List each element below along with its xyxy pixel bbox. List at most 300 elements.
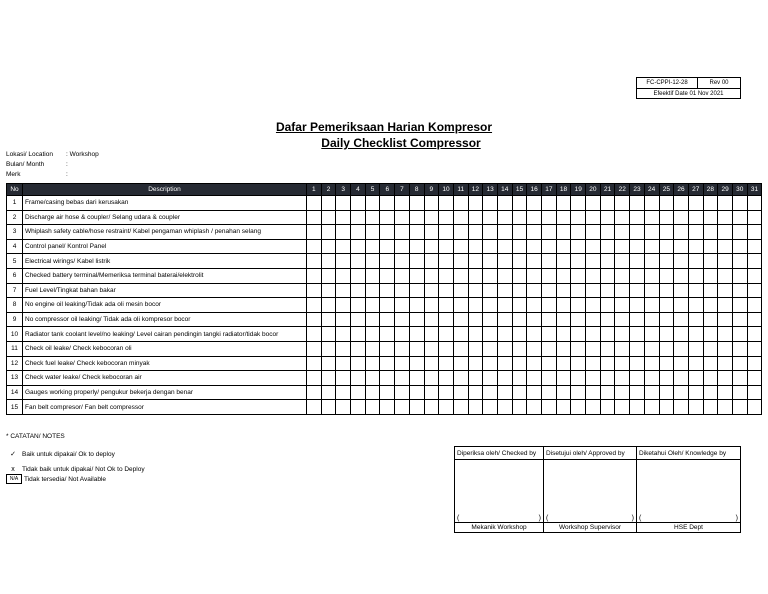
day-check-cell[interactable] xyxy=(439,239,454,254)
day-check-cell[interactable] xyxy=(395,356,410,371)
day-check-cell[interactable] xyxy=(307,356,322,371)
day-check-cell[interactable] xyxy=(453,239,468,254)
day-check-cell[interactable] xyxy=(542,400,557,415)
day-check-cell[interactable] xyxy=(307,371,322,386)
day-check-cell[interactable] xyxy=(542,283,557,298)
day-check-cell[interactable] xyxy=(483,341,498,356)
day-check-cell[interactable] xyxy=(336,210,351,225)
day-check-cell[interactable] xyxy=(395,298,410,313)
day-check-cell[interactable] xyxy=(468,385,483,400)
day-check-cell[interactable] xyxy=(688,298,703,313)
day-check-cell[interactable] xyxy=(321,327,336,342)
day-check-cell[interactable] xyxy=(409,327,424,342)
day-check-cell[interactable] xyxy=(571,298,586,313)
day-check-cell[interactable] xyxy=(586,254,601,269)
day-check-cell[interactable] xyxy=(747,239,762,254)
day-check-cell[interactable] xyxy=(380,385,395,400)
day-check-cell[interactable] xyxy=(453,254,468,269)
day-check-cell[interactable] xyxy=(497,341,512,356)
day-check-cell[interactable] xyxy=(718,400,733,415)
day-check-cell[interactable] xyxy=(732,298,747,313)
day-check-cell[interactable] xyxy=(615,312,630,327)
day-check-cell[interactable] xyxy=(453,225,468,240)
day-check-cell[interactable] xyxy=(615,356,630,371)
day-check-cell[interactable] xyxy=(307,385,322,400)
day-check-cell[interactable] xyxy=(409,356,424,371)
day-check-cell[interactable] xyxy=(336,341,351,356)
day-check-cell[interactable] xyxy=(424,400,439,415)
day-check-cell[interactable] xyxy=(351,254,366,269)
day-check-cell[interactable] xyxy=(351,327,366,342)
day-check-cell[interactable] xyxy=(703,298,718,313)
day-check-cell[interactable] xyxy=(718,196,733,211)
day-check-cell[interactable] xyxy=(688,400,703,415)
day-check-cell[interactable] xyxy=(732,210,747,225)
day-check-cell[interactable] xyxy=(321,341,336,356)
day-check-cell[interactable] xyxy=(380,400,395,415)
day-check-cell[interactable] xyxy=(424,210,439,225)
day-check-cell[interactable] xyxy=(630,312,645,327)
day-check-cell[interactable] xyxy=(586,371,601,386)
day-check-cell[interactable] xyxy=(586,210,601,225)
day-check-cell[interactable] xyxy=(483,268,498,283)
day-check-cell[interactable] xyxy=(453,283,468,298)
day-check-cell[interactable] xyxy=(527,385,542,400)
day-check-cell[interactable] xyxy=(659,298,674,313)
day-check-cell[interactable] xyxy=(453,356,468,371)
signature-box-approved[interactable] xyxy=(544,460,637,523)
day-check-cell[interactable] xyxy=(615,239,630,254)
day-check-cell[interactable] xyxy=(630,283,645,298)
day-check-cell[interactable] xyxy=(586,225,601,240)
day-check-cell[interactable] xyxy=(527,210,542,225)
day-check-cell[interactable] xyxy=(497,239,512,254)
day-check-cell[interactable] xyxy=(600,254,615,269)
day-check-cell[interactable] xyxy=(453,268,468,283)
day-check-cell[interactable] xyxy=(674,327,689,342)
day-check-cell[interactable] xyxy=(600,283,615,298)
day-check-cell[interactable] xyxy=(468,196,483,211)
day-check-cell[interactable] xyxy=(409,341,424,356)
day-check-cell[interactable] xyxy=(336,356,351,371)
day-check-cell[interactable] xyxy=(542,239,557,254)
day-check-cell[interactable] xyxy=(600,385,615,400)
day-check-cell[interactable] xyxy=(424,268,439,283)
day-check-cell[interactable] xyxy=(747,254,762,269)
day-check-cell[interactable] xyxy=(556,254,571,269)
day-check-cell[interactable] xyxy=(674,225,689,240)
day-check-cell[interactable] xyxy=(703,385,718,400)
day-check-cell[interactable] xyxy=(527,196,542,211)
day-check-cell[interactable] xyxy=(600,196,615,211)
day-check-cell[interactable] xyxy=(497,327,512,342)
day-check-cell[interactable] xyxy=(365,225,380,240)
day-check-cell[interactable] xyxy=(571,371,586,386)
day-check-cell[interactable] xyxy=(747,268,762,283)
day-check-cell[interactable] xyxy=(542,254,557,269)
day-check-cell[interactable] xyxy=(586,312,601,327)
day-check-cell[interactable] xyxy=(380,327,395,342)
day-check-cell[interactable] xyxy=(336,327,351,342)
day-check-cell[interactable] xyxy=(600,400,615,415)
day-check-cell[interactable] xyxy=(747,210,762,225)
day-check-cell[interactable] xyxy=(351,356,366,371)
day-check-cell[interactable] xyxy=(497,400,512,415)
day-check-cell[interactable] xyxy=(556,341,571,356)
day-check-cell[interactable] xyxy=(747,356,762,371)
day-check-cell[interactable] xyxy=(586,239,601,254)
day-check-cell[interactable] xyxy=(365,196,380,211)
day-check-cell[interactable] xyxy=(586,283,601,298)
day-check-cell[interactable] xyxy=(542,341,557,356)
day-check-cell[interactable] xyxy=(439,225,454,240)
day-check-cell[interactable] xyxy=(351,268,366,283)
day-check-cell[interactable] xyxy=(424,341,439,356)
day-check-cell[interactable] xyxy=(453,400,468,415)
day-check-cell[interactable] xyxy=(688,254,703,269)
day-check-cell[interactable] xyxy=(365,268,380,283)
day-check-cell[interactable] xyxy=(439,268,454,283)
day-check-cell[interactable] xyxy=(703,196,718,211)
day-check-cell[interactable] xyxy=(321,312,336,327)
day-check-cell[interactable] xyxy=(732,196,747,211)
day-check-cell[interactable] xyxy=(365,210,380,225)
day-check-cell[interactable] xyxy=(409,312,424,327)
day-check-cell[interactable] xyxy=(468,371,483,386)
day-check-cell[interactable] xyxy=(336,268,351,283)
day-check-cell[interactable] xyxy=(336,298,351,313)
day-check-cell[interactable] xyxy=(512,400,527,415)
day-check-cell[interactable] xyxy=(630,196,645,211)
day-check-cell[interactable] xyxy=(321,196,336,211)
day-check-cell[interactable] xyxy=(351,196,366,211)
day-check-cell[interactable] xyxy=(351,225,366,240)
day-check-cell[interactable] xyxy=(409,268,424,283)
day-check-cell[interactable] xyxy=(453,298,468,313)
day-check-cell[interactable] xyxy=(365,327,380,342)
day-check-cell[interactable] xyxy=(497,225,512,240)
day-check-cell[interactable] xyxy=(703,327,718,342)
day-check-cell[interactable] xyxy=(732,327,747,342)
day-check-cell[interactable] xyxy=(586,385,601,400)
day-check-cell[interactable] xyxy=(615,210,630,225)
day-check-cell[interactable] xyxy=(747,298,762,313)
day-check-cell[interactable] xyxy=(468,254,483,269)
day-check-cell[interactable] xyxy=(630,210,645,225)
day-check-cell[interactable] xyxy=(571,268,586,283)
day-check-cell[interactable] xyxy=(718,225,733,240)
day-check-cell[interactable] xyxy=(542,196,557,211)
day-check-cell[interactable] xyxy=(644,385,659,400)
day-check-cell[interactable] xyxy=(512,341,527,356)
day-check-cell[interactable] xyxy=(468,356,483,371)
day-check-cell[interactable] xyxy=(483,196,498,211)
day-check-cell[interactable] xyxy=(395,196,410,211)
day-check-cell[interactable] xyxy=(527,225,542,240)
day-check-cell[interactable] xyxy=(453,312,468,327)
day-check-cell[interactable] xyxy=(600,341,615,356)
day-check-cell[interactable] xyxy=(542,268,557,283)
day-check-cell[interactable] xyxy=(483,312,498,327)
day-check-cell[interactable] xyxy=(644,312,659,327)
day-check-cell[interactable] xyxy=(307,400,322,415)
day-check-cell[interactable] xyxy=(483,400,498,415)
day-check-cell[interactable] xyxy=(542,225,557,240)
day-check-cell[interactable] xyxy=(718,341,733,356)
day-check-cell[interactable] xyxy=(483,283,498,298)
day-check-cell[interactable] xyxy=(615,283,630,298)
day-check-cell[interactable] xyxy=(600,312,615,327)
day-check-cell[interactable] xyxy=(468,341,483,356)
day-check-cell[interactable] xyxy=(512,385,527,400)
day-check-cell[interactable] xyxy=(556,196,571,211)
day-check-cell[interactable] xyxy=(497,371,512,386)
day-check-cell[interactable] xyxy=(395,210,410,225)
day-check-cell[interactable] xyxy=(395,254,410,269)
day-check-cell[interactable] xyxy=(307,254,322,269)
day-check-cell[interactable] xyxy=(542,298,557,313)
day-check-cell[interactable] xyxy=(307,210,322,225)
day-check-cell[interactable] xyxy=(395,239,410,254)
day-check-cell[interactable] xyxy=(732,385,747,400)
day-check-cell[interactable] xyxy=(615,268,630,283)
day-check-cell[interactable] xyxy=(336,196,351,211)
day-check-cell[interactable] xyxy=(703,210,718,225)
day-check-cell[interactable] xyxy=(483,385,498,400)
day-check-cell[interactable] xyxy=(732,225,747,240)
day-check-cell[interactable] xyxy=(380,268,395,283)
day-check-cell[interactable] xyxy=(409,196,424,211)
day-check-cell[interactable] xyxy=(674,196,689,211)
day-check-cell[interactable] xyxy=(747,327,762,342)
day-check-cell[interactable] xyxy=(630,225,645,240)
day-check-cell[interactable] xyxy=(468,268,483,283)
day-check-cell[interactable] xyxy=(527,268,542,283)
day-check-cell[interactable] xyxy=(380,239,395,254)
day-check-cell[interactable] xyxy=(527,356,542,371)
day-check-cell[interactable] xyxy=(732,254,747,269)
day-check-cell[interactable] xyxy=(644,327,659,342)
day-check-cell[interactable] xyxy=(483,254,498,269)
day-check-cell[interactable] xyxy=(439,312,454,327)
day-check-cell[interactable] xyxy=(615,298,630,313)
day-check-cell[interactable] xyxy=(630,239,645,254)
day-check-cell[interactable] xyxy=(600,239,615,254)
day-check-cell[interactable] xyxy=(556,283,571,298)
day-check-cell[interactable] xyxy=(630,356,645,371)
day-check-cell[interactable] xyxy=(571,225,586,240)
day-check-cell[interactable] xyxy=(586,268,601,283)
day-check-cell[interactable] xyxy=(644,356,659,371)
day-check-cell[interactable] xyxy=(659,196,674,211)
day-check-cell[interactable] xyxy=(659,385,674,400)
day-check-cell[interactable] xyxy=(409,283,424,298)
day-check-cell[interactable] xyxy=(718,327,733,342)
day-check-cell[interactable] xyxy=(644,210,659,225)
day-check-cell[interactable] xyxy=(674,298,689,313)
day-check-cell[interactable] xyxy=(497,283,512,298)
day-check-cell[interactable] xyxy=(512,298,527,313)
day-check-cell[interactable] xyxy=(674,312,689,327)
day-check-cell[interactable] xyxy=(630,341,645,356)
day-check-cell[interactable] xyxy=(365,312,380,327)
day-check-cell[interactable] xyxy=(483,371,498,386)
day-check-cell[interactable] xyxy=(351,210,366,225)
day-check-cell[interactable] xyxy=(688,356,703,371)
day-check-cell[interactable] xyxy=(674,210,689,225)
day-check-cell[interactable] xyxy=(512,312,527,327)
day-check-cell[interactable] xyxy=(674,283,689,298)
day-check-cell[interactable] xyxy=(483,298,498,313)
day-check-cell[interactable] xyxy=(703,239,718,254)
day-check-cell[interactable] xyxy=(380,312,395,327)
day-check-cell[interactable] xyxy=(409,254,424,269)
signature-box-knowledge[interactable] xyxy=(637,460,741,523)
day-check-cell[interactable] xyxy=(747,385,762,400)
day-check-cell[interactable] xyxy=(674,371,689,386)
day-check-cell[interactable] xyxy=(468,225,483,240)
day-check-cell[interactable] xyxy=(439,210,454,225)
day-check-cell[interactable] xyxy=(439,196,454,211)
day-check-cell[interactable] xyxy=(659,239,674,254)
day-check-cell[interactable] xyxy=(630,254,645,269)
day-check-cell[interactable] xyxy=(439,327,454,342)
day-check-cell[interactable] xyxy=(424,356,439,371)
day-check-cell[interactable] xyxy=(586,400,601,415)
day-check-cell[interactable] xyxy=(718,356,733,371)
day-check-cell[interactable] xyxy=(424,225,439,240)
day-check-cell[interactable] xyxy=(351,371,366,386)
day-check-cell[interactable] xyxy=(497,210,512,225)
day-check-cell[interactable] xyxy=(453,210,468,225)
day-check-cell[interactable] xyxy=(321,400,336,415)
day-check-cell[interactable] xyxy=(439,371,454,386)
day-check-cell[interactable] xyxy=(674,341,689,356)
day-check-cell[interactable] xyxy=(409,298,424,313)
day-check-cell[interactable] xyxy=(527,312,542,327)
day-check-cell[interactable] xyxy=(556,239,571,254)
day-check-cell[interactable] xyxy=(615,341,630,356)
day-check-cell[interactable] xyxy=(365,385,380,400)
day-check-cell[interactable] xyxy=(688,385,703,400)
day-check-cell[interactable] xyxy=(718,283,733,298)
day-check-cell[interactable] xyxy=(615,196,630,211)
day-check-cell[interactable] xyxy=(336,385,351,400)
day-check-cell[interactable] xyxy=(688,268,703,283)
day-check-cell[interactable] xyxy=(321,210,336,225)
day-check-cell[interactable] xyxy=(483,327,498,342)
signature-box-checked[interactable] xyxy=(455,460,544,523)
day-check-cell[interactable] xyxy=(556,385,571,400)
day-check-cell[interactable] xyxy=(703,283,718,298)
day-check-cell[interactable] xyxy=(409,400,424,415)
day-check-cell[interactable] xyxy=(512,210,527,225)
day-check-cell[interactable] xyxy=(586,356,601,371)
day-check-cell[interactable] xyxy=(747,371,762,386)
day-check-cell[interactable] xyxy=(527,371,542,386)
day-check-cell[interactable] xyxy=(512,356,527,371)
day-check-cell[interactable] xyxy=(718,268,733,283)
day-check-cell[interactable] xyxy=(365,341,380,356)
day-check-cell[interactable] xyxy=(688,341,703,356)
day-check-cell[interactable] xyxy=(644,196,659,211)
day-check-cell[interactable] xyxy=(644,400,659,415)
day-check-cell[interactable] xyxy=(615,400,630,415)
day-check-cell[interactable] xyxy=(747,341,762,356)
day-check-cell[interactable] xyxy=(674,385,689,400)
day-check-cell[interactable] xyxy=(630,268,645,283)
day-check-cell[interactable] xyxy=(351,283,366,298)
day-check-cell[interactable] xyxy=(424,196,439,211)
day-check-cell[interactable] xyxy=(483,356,498,371)
day-check-cell[interactable] xyxy=(644,254,659,269)
day-check-cell[interactable] xyxy=(718,371,733,386)
day-check-cell[interactable] xyxy=(732,239,747,254)
day-check-cell[interactable] xyxy=(556,312,571,327)
day-check-cell[interactable] xyxy=(630,385,645,400)
day-check-cell[interactable] xyxy=(395,371,410,386)
day-check-cell[interactable] xyxy=(424,239,439,254)
day-check-cell[interactable] xyxy=(512,239,527,254)
day-check-cell[interactable] xyxy=(395,385,410,400)
day-check-cell[interactable] xyxy=(674,400,689,415)
day-check-cell[interactable] xyxy=(307,225,322,240)
day-check-cell[interactable] xyxy=(351,400,366,415)
day-check-cell[interactable] xyxy=(688,312,703,327)
day-check-cell[interactable] xyxy=(321,356,336,371)
day-check-cell[interactable] xyxy=(586,327,601,342)
day-check-cell[interactable] xyxy=(542,327,557,342)
day-check-cell[interactable] xyxy=(659,400,674,415)
day-check-cell[interactable] xyxy=(674,239,689,254)
day-check-cell[interactable] xyxy=(630,327,645,342)
day-check-cell[interactable] xyxy=(527,239,542,254)
day-check-cell[interactable] xyxy=(644,371,659,386)
day-check-cell[interactable] xyxy=(497,356,512,371)
day-check-cell[interactable] xyxy=(321,371,336,386)
day-check-cell[interactable] xyxy=(468,312,483,327)
day-check-cell[interactable] xyxy=(556,400,571,415)
day-check-cell[interactable] xyxy=(527,327,542,342)
day-check-cell[interactable] xyxy=(556,356,571,371)
day-check-cell[interactable] xyxy=(395,327,410,342)
day-check-cell[interactable] xyxy=(321,225,336,240)
day-check-cell[interactable] xyxy=(497,385,512,400)
day-check-cell[interactable] xyxy=(556,225,571,240)
day-check-cell[interactable] xyxy=(586,341,601,356)
day-check-cell[interactable] xyxy=(718,385,733,400)
day-check-cell[interactable] xyxy=(483,210,498,225)
day-check-cell[interactable] xyxy=(439,356,454,371)
day-check-cell[interactable] xyxy=(615,327,630,342)
day-check-cell[interactable] xyxy=(542,312,557,327)
day-check-cell[interactable] xyxy=(659,356,674,371)
day-check-cell[interactable] xyxy=(468,327,483,342)
day-check-cell[interactable] xyxy=(688,371,703,386)
day-check-cell[interactable] xyxy=(380,254,395,269)
day-check-cell[interactable] xyxy=(703,225,718,240)
day-check-cell[interactable] xyxy=(307,312,322,327)
day-check-cell[interactable] xyxy=(527,341,542,356)
day-check-cell[interactable] xyxy=(497,268,512,283)
day-check-cell[interactable] xyxy=(600,268,615,283)
day-check-cell[interactable] xyxy=(380,341,395,356)
day-check-cell[interactable] xyxy=(542,210,557,225)
day-check-cell[interactable] xyxy=(527,283,542,298)
day-check-cell[interactable] xyxy=(688,327,703,342)
day-check-cell[interactable] xyxy=(512,254,527,269)
day-check-cell[interactable] xyxy=(336,254,351,269)
